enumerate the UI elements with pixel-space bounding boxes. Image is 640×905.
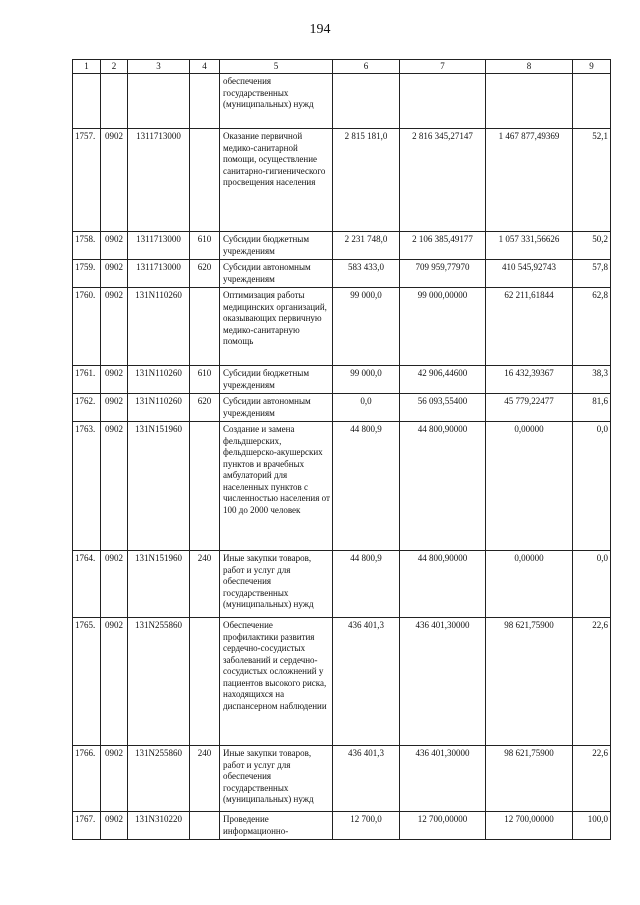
row-number: 1762. bbox=[73, 394, 101, 422]
header-cell: 1 bbox=[73, 60, 101, 74]
table-row bbox=[73, 746, 611, 812]
expense-type: 240 bbox=[190, 551, 220, 618]
header-cell: 9 bbox=[573, 60, 611, 74]
table-row bbox=[73, 812, 611, 840]
table-row bbox=[73, 129, 611, 232]
expense-type: 240 bbox=[190, 746, 220, 812]
page-number: 194 bbox=[309, 22, 331, 37]
refined-amount: 2 106 385,49177 bbox=[400, 232, 486, 260]
expense-type bbox=[190, 288, 220, 366]
expense-type bbox=[190, 812, 220, 840]
refined-amount: 99 000,00000 bbox=[400, 288, 486, 366]
executed-amount: 1 467 877,49369 bbox=[486, 129, 573, 232]
planned-amount: 436 401,3 bbox=[333, 618, 400, 746]
execution-percent: 38,3 bbox=[573, 366, 611, 394]
row-number: 1766. bbox=[73, 746, 101, 812]
row-number: 1760. bbox=[73, 288, 101, 366]
expense-type bbox=[190, 74, 220, 129]
executed-amount: 12 700,00000 bbox=[486, 812, 573, 840]
item-name: Проведение информационно- bbox=[220, 812, 333, 840]
expense-type: 610 bbox=[190, 366, 220, 394]
target-article: 131N110260 bbox=[128, 394, 190, 422]
header-cell: 8 bbox=[486, 60, 573, 74]
expense-type: 610 bbox=[190, 232, 220, 260]
table-row bbox=[73, 260, 611, 288]
table-row bbox=[73, 288, 611, 366]
execution-percent: 0,0 bbox=[573, 551, 611, 618]
table-row bbox=[73, 551, 611, 618]
item-name: Иные закупки товаров, работ и услуг для обеспечения государственных (муниципальных) нужд bbox=[220, 746, 333, 812]
header-cell: 4 bbox=[190, 60, 220, 74]
item-name: Субсидии бюджетным учреждениям bbox=[220, 232, 333, 260]
header-row bbox=[73, 60, 611, 74]
item-name: Субсидии автономным учреждениям bbox=[220, 260, 333, 288]
section-code: 0902 bbox=[101, 232, 128, 260]
section-code: 0902 bbox=[101, 366, 128, 394]
executed-amount: 410 545,92743 bbox=[486, 260, 573, 288]
item-name: Оказание первичной медико-санитарной помощи, осуществление санитарно-гигиенического просвещения населения bbox=[220, 129, 333, 232]
executed-amount: 62 211,61844 bbox=[486, 288, 573, 366]
section-code: 0902 bbox=[101, 618, 128, 746]
executed-amount: 1 057 331,56626 bbox=[486, 232, 573, 260]
item-name: Субсидии бюджетным учреждениям bbox=[220, 366, 333, 394]
executed-amount bbox=[486, 74, 573, 129]
execution-percent: 57,8 bbox=[573, 260, 611, 288]
expense-type bbox=[190, 618, 220, 746]
execution-percent: 50,2 bbox=[573, 232, 611, 260]
section-code: 0902 bbox=[101, 288, 128, 366]
row-number: 1763. bbox=[73, 422, 101, 551]
section-code: 0902 bbox=[101, 394, 128, 422]
planned-amount: 44 800,9 bbox=[333, 551, 400, 618]
refined-amount: 12 700,00000 bbox=[400, 812, 486, 840]
row-number: 1757. bbox=[73, 129, 101, 232]
section-code: 0902 bbox=[101, 746, 128, 812]
section-code: 0902 bbox=[101, 812, 128, 840]
planned-amount: 436 401,3 bbox=[333, 746, 400, 812]
planned-amount bbox=[333, 74, 400, 129]
section-code: 0902 bbox=[101, 129, 128, 232]
executed-amount: 98 621,75900 bbox=[486, 618, 573, 746]
expense-type bbox=[190, 129, 220, 232]
planned-amount: 0,0 bbox=[333, 394, 400, 422]
execution-percent bbox=[573, 74, 611, 129]
row-number: 1759. bbox=[73, 260, 101, 288]
execution-percent: 100,0 bbox=[573, 812, 611, 840]
target-article: 131N255860 bbox=[128, 746, 190, 812]
table-row bbox=[73, 618, 611, 746]
expense-type: 620 bbox=[190, 260, 220, 288]
planned-amount: 99 000,0 bbox=[333, 366, 400, 394]
row-number bbox=[73, 74, 101, 129]
table-row bbox=[73, 394, 611, 422]
item-name: Оптимизация работы медицинских организаций, оказывающих первичную медико-санитарную помощь bbox=[220, 288, 333, 366]
row-number: 1767. bbox=[73, 812, 101, 840]
execution-percent: 22,6 bbox=[573, 618, 611, 746]
item-name: Субсидии автономным учреждениям bbox=[220, 394, 333, 422]
row-number: 1758. bbox=[73, 232, 101, 260]
target-article: 1311713000 bbox=[128, 129, 190, 232]
section-code bbox=[101, 74, 128, 129]
refined-amount: 44 800,90000 bbox=[400, 551, 486, 618]
executed-amount: 0,00000 bbox=[486, 551, 573, 618]
executed-amount: 0,00000 bbox=[486, 422, 573, 551]
item-name: обеспечения государственных (муниципальных) нужд bbox=[220, 74, 333, 129]
item-name: Иные закупки товаров, работ и услуг для обеспечения государственных (муниципальных) нужд bbox=[220, 551, 333, 618]
target-article: 131N310220 bbox=[128, 812, 190, 840]
target-article: 131N151960 bbox=[128, 551, 190, 618]
item-name: Создание и замена фельдшерских, фельдшерско-акушерских пунктов и врачебных амбулаторий для населенных пунктов с численностью населения от 100 до 2000 человек bbox=[220, 422, 333, 551]
expense-type: 620 bbox=[190, 394, 220, 422]
section-code: 0902 bbox=[101, 260, 128, 288]
refined-amount: 44 800,90000 bbox=[400, 422, 486, 551]
header-cell: 2 bbox=[101, 60, 128, 74]
planned-amount: 2 815 181,0 bbox=[333, 129, 400, 232]
planned-amount: 2 231 748,0 bbox=[333, 232, 400, 260]
table-row bbox=[73, 422, 611, 551]
budget-table bbox=[72, 59, 611, 840]
refined-amount: 42 906,44600 bbox=[400, 366, 486, 394]
refined-amount: 56 093,55400 bbox=[400, 394, 486, 422]
target-article bbox=[128, 74, 190, 129]
table-row bbox=[73, 366, 611, 394]
executed-amount: 98 621,75900 bbox=[486, 746, 573, 812]
row-number: 1765. bbox=[73, 618, 101, 746]
planned-amount: 44 800,9 bbox=[333, 422, 400, 551]
execution-percent: 22,6 bbox=[573, 746, 611, 812]
section-code: 0902 bbox=[101, 551, 128, 618]
planned-amount: 583 433,0 bbox=[333, 260, 400, 288]
section-code: 0902 bbox=[101, 422, 128, 551]
refined-amount: 709 959,77970 bbox=[400, 260, 486, 288]
planned-amount: 99 000,0 bbox=[333, 288, 400, 366]
row-number: 1761. bbox=[73, 366, 101, 394]
target-article: 131N255860 bbox=[128, 618, 190, 746]
execution-percent: 62,8 bbox=[573, 288, 611, 366]
table-row bbox=[73, 232, 611, 260]
item-name: Обеспечение профилактики развития сердечно-сосудистых заболеваний и сердечно-сосудистых осложнений у пациентов высокого риска, находящихся на диспансерном наблюдении bbox=[220, 618, 333, 746]
target-article: 131N110260 bbox=[128, 366, 190, 394]
target-article: 131N110260 bbox=[128, 288, 190, 366]
refined-amount bbox=[400, 74, 486, 129]
target-article: 131N151960 bbox=[128, 422, 190, 551]
header-cell: 5 bbox=[220, 60, 333, 74]
header-cell: 7 bbox=[400, 60, 486, 74]
header-cell: 3 bbox=[128, 60, 190, 74]
expense-type bbox=[190, 422, 220, 551]
refined-amount: 436 401,30000 bbox=[400, 618, 486, 746]
execution-percent: 52,1 bbox=[573, 129, 611, 232]
refined-amount: 436 401,30000 bbox=[400, 746, 486, 812]
planned-amount: 12 700,0 bbox=[333, 812, 400, 840]
refined-amount: 2 816 345,27147 bbox=[400, 129, 486, 232]
header-cell: 6 bbox=[333, 60, 400, 74]
execution-percent: 81,6 bbox=[573, 394, 611, 422]
executed-amount: 16 432,39367 bbox=[486, 366, 573, 394]
execution-percent: 0,0 bbox=[573, 422, 611, 551]
table-row bbox=[73, 74, 611, 129]
row-number: 1764. bbox=[73, 551, 101, 618]
executed-amount: 45 779,22477 bbox=[486, 394, 573, 422]
target-article: 1311713000 bbox=[128, 260, 190, 288]
target-article: 1311713000 bbox=[128, 232, 190, 260]
